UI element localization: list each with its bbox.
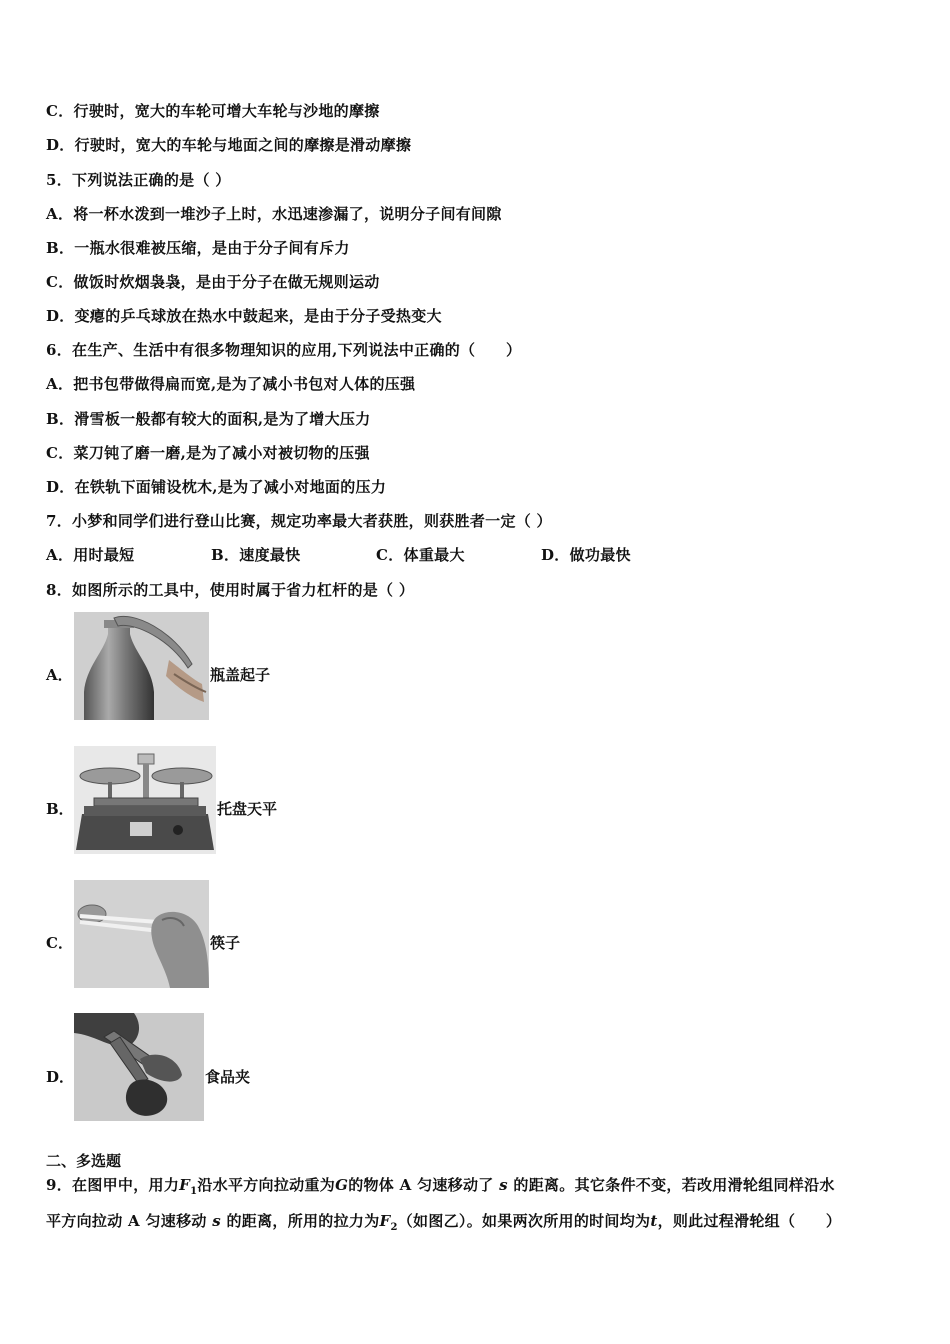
q7-option-c: C．体重最大 (376, 546, 465, 564)
q9-var-s2: s (212, 1212, 221, 1230)
q7-options (46, 545, 896, 565)
q9-stem-line2 (46, 1211, 841, 1238)
q8-option-a-label: A． (46, 666, 73, 684)
q9-text-2c: （如图乙）。如果两次所用的时间均为 (397, 1212, 651, 1230)
q9-text-1c: 的物体 A 匀速移动了 (348, 1176, 494, 1194)
chopsticks-image (74, 880, 209, 988)
q7-stem: 7．小梦和同学们进行登山比赛，规定功率最大者获胜，则获胜者一定（ ） (46, 512, 552, 530)
q8-option-d-label: D． (46, 1068, 75, 1086)
q6-option-c: C．菜刀钝了磨一磨,是为了减小对被切物的压强 (46, 444, 370, 462)
q8-option-a-caption: 瓶盖起子 (210, 666, 271, 684)
q8-option-c (46, 880, 346, 988)
q9-text-2b: 的距离，所用的拉力为 (226, 1212, 380, 1230)
q9-var-s1: s (499, 1176, 508, 1194)
bottle-opener-image (74, 612, 209, 720)
q5-stem: 5．下列说法正确的是（ ） (46, 171, 231, 189)
q6-option-d: D．在铁轨下面铺设枕木,是为了减小对地面的压力 (46, 478, 387, 496)
q4-option-c: C．行驶时，宽大的车轮可增大车轮与沙地的摩擦 (46, 102, 380, 120)
q9-text-2d: ，则此过程滑轮组（ ） (657, 1212, 842, 1230)
q6-option-b: B．滑雪板一般都有较大的面积,是为了增大压力 (46, 410, 371, 428)
q5-option-a: A．将一杯水泼到一堆沙子上时，水迅速渗漏了，说明分子间有间隙 (46, 205, 502, 223)
q8-option-b-caption: 托盘天平 (217, 800, 278, 818)
q9-var-F2-sub: 2 (390, 1222, 398, 1233)
q5-option-c: C．做饭时炊烟袅袅，是由于分子在做无规则运动 (46, 273, 380, 291)
tray-balance-image (74, 746, 216, 854)
q8-stem: 8．如图所示的工具中，使用时属于省力杠杆的是（ ） (46, 581, 415, 599)
q9-text-1d: 的距离。其它条件不变，若改用滑轮组同样沿水 (513, 1176, 835, 1194)
q9-var-F1-sub: 1 (190, 1186, 198, 1197)
q9-var-F2: F (379, 1212, 391, 1230)
q4-option-d: D．行驶时，宽大的车轮与地面之间的摩擦是滑动摩擦 (46, 136, 412, 154)
q8-option-d (46, 1013, 346, 1121)
q9-var-F1: F (179, 1176, 191, 1194)
q7-option-a: A．用时最短 (46, 546, 135, 564)
q7-option-d: D．做功最快 (541, 546, 631, 564)
q9-text-1a: 9．在图甲中，用力 (46, 1176, 180, 1194)
q5-option-b: B．一瓶水很难被压缩，是由于分子间有斥力 (46, 239, 350, 257)
section-title: 二、多选题 (46, 1152, 122, 1170)
q8-option-c-caption: 筷子 (210, 934, 241, 952)
q9-text-1b: 沿水平方向拉动重为 (197, 1176, 336, 1194)
q7-option-b: B．速度最快 (211, 546, 301, 564)
q6-stem: 6．在生产、生活中有很多物理知识的应用,下列说法中正确的（ ） (46, 341, 522, 359)
q8-option-a (46, 612, 346, 720)
q8-option-d-caption: 食品夹 (205, 1068, 251, 1086)
q8-option-b (46, 746, 346, 854)
q9-var-G: G (335, 1176, 349, 1194)
q8-option-b-label: B． (46, 800, 74, 818)
q6-option-a: A．把书包带做得扁而宽,是为了减小书包对人体的压强 (46, 375, 416, 393)
food-tongs-image (74, 1013, 204, 1121)
q5-option-d: D．变瘪的乒乓球放在热水中鼓起来，是由于分子受热变大 (46, 307, 442, 325)
q9-stem-line1 (46, 1175, 835, 1202)
q9-var-t: t (650, 1212, 658, 1230)
q8-option-c-label: C． (46, 934, 73, 952)
q9-text-2a: 平方向拉动 A 匀速移动 (46, 1212, 207, 1230)
